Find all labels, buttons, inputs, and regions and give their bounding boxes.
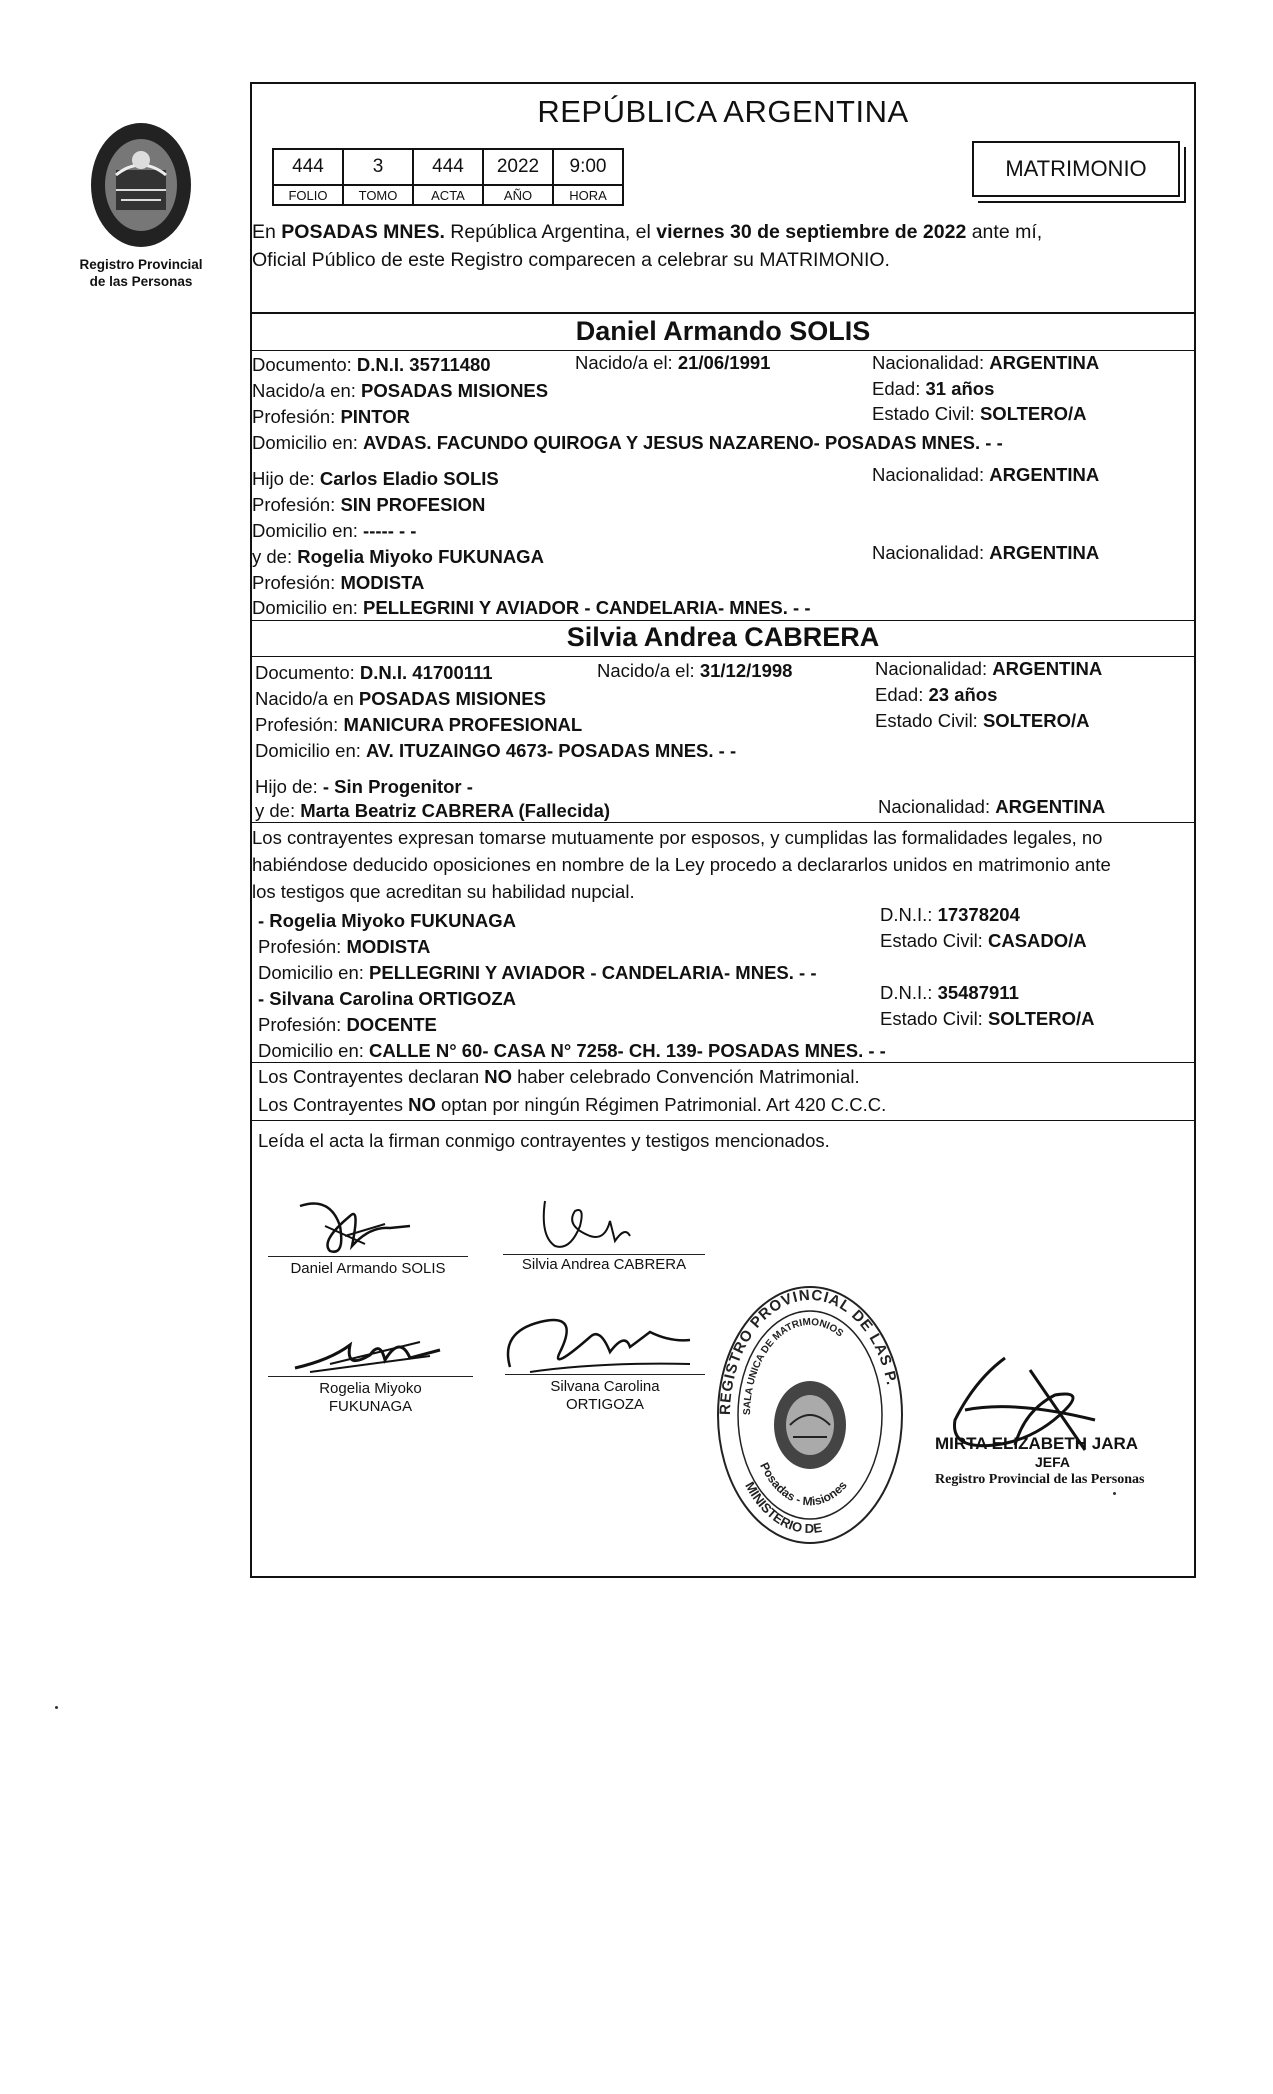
spouse1-civil: Estado Civil: SOLTERO/A: [872, 403, 1087, 424]
signature-name-4b: ORTIGOZA: [565, 1396, 645, 1413]
signature-line-4: [505, 1374, 705, 1375]
spouse2-civil: Estado Civil: SOLTERO/A: [875, 710, 1090, 731]
declaration: [252, 824, 1196, 905]
divider: [250, 1062, 1196, 1063]
spouse2-born: Nacido/a el: 31/12/1998: [597, 660, 793, 681]
divider: [250, 350, 1196, 351]
intro-p1: En: [252, 221, 282, 243]
signature-name-1: Daniel Armando SOLIS: [290, 1260, 446, 1277]
spouse1-father-addr: Domicilio en: ----- - -: [252, 520, 417, 541]
declaration-line1: Los contrayentes expresan tomarse mutuamente por esposos, y cumplidas las formalidades legales, no: [252, 827, 1103, 848]
act-type-box: [972, 141, 1180, 197]
spouse1-mother-addr: Domicilio en: PELLEGRINI Y AVIADOR - CANDELARIA- MNES. - -: [252, 597, 811, 618]
act-type: MATRIMONIO: [1005, 156, 1147, 181]
document-title: REPÚBLICA ARGENTINA: [537, 94, 909, 129]
stamp-outer-top: REGISTRO PROVINCIAL DE LAS P.: [716, 1286, 901, 1416]
declaration-line3: los testigos que acreditan su habilidad nupcial.: [252, 881, 635, 902]
signature-line-1: [268, 1256, 468, 1257]
official-stamp-icon: [705, 1265, 905, 1545]
spouse1-father-prof: Profesión: SIN PROFESION: [252, 494, 486, 515]
signature-rogelia-fukunaga: [290, 1330, 450, 1380]
divider: [250, 312, 1196, 314]
signature-name-2: Silvia Andrea CABRERA: [521, 1256, 687, 1273]
registry-logo: [62, 115, 220, 289]
spouse2-doc: Documento: D.N.I. 41700111: [255, 662, 493, 683]
acta-value: 444: [413, 149, 483, 185]
witness1-name: - Rogelia Miyoko FUKUNAGA: [258, 910, 516, 931]
convention-1: Los Contrayentes declaran NO haber celebrado Convención Matrimonial.: [258, 1066, 860, 1087]
registry-table: [272, 148, 624, 206]
official-title: JEFA: [1035, 1454, 1071, 1470]
witness1-civil: Estado Civil: CASADO/A: [880, 930, 1087, 951]
signature-silvana-ortigoza: [500, 1312, 700, 1382]
hora-value: 9:00: [553, 149, 623, 185]
stamp-inner-top: SALA UNICA DE MATRIMONIOS: [741, 1316, 846, 1416]
spouse2-age: Edad: 23 años: [875, 684, 998, 705]
tomo-label: TOMO: [343, 185, 413, 205]
logo-caption-2: de las Personas: [89, 274, 193, 289]
logo-caption-1: Registro Provincial: [79, 257, 203, 272]
official-name: MIRTA ELIZABETH JARA: [935, 1434, 1139, 1453]
witness2-name: - Silvana Carolina ORTIGOZA: [258, 988, 517, 1009]
witness2-dni: D.N.I.: 35487911: [880, 982, 1019, 1003]
spouse1-prof: Profesión: PINTOR: [252, 406, 410, 427]
signature-name-3b: FUKUNAGA: [328, 1398, 413, 1415]
spouse1-nat: Nacionalidad: ARGENTINA: [872, 352, 1100, 373]
scan-speck: [55, 1706, 58, 1709]
divider: [250, 822, 1196, 823]
spouse2-name: Silvia Andrea CABRERA: [566, 622, 880, 652]
spouse1-name: Daniel Armando SOLIS: [575, 316, 871, 346]
divider: [250, 1120, 1196, 1121]
spouse1-birthplace: Nacido/a en: POSADAS MISIONES: [252, 380, 549, 401]
convention-2: Los Contrayentes NO optan por ningún Régimen Patrimonial. Art 420 C.C.C.: [258, 1094, 887, 1115]
spouse1-doc: Documento: D.N.I. 35711480: [252, 354, 491, 375]
spouse2-prof: Profesión: MANICURA PROFESIONAL: [255, 714, 583, 735]
spouse1-born: Nacido/a el: 21/06/1991: [575, 352, 771, 373]
spouse2-mother-nat: Nacionalidad: ARGENTINA: [878, 796, 1106, 817]
intro-p2: República Argentina, el: [444, 221, 657, 243]
anio-label: AÑO: [483, 185, 553, 205]
witness1-prof: Profesión: MODISTA: [258, 936, 431, 957]
spouse2-mother: y de: Marta Beatriz CABRERA (Fallecida): [255, 800, 611, 821]
closing-text: Leída el acta la firman conmigo contrayentes y testigos mencionados.: [258, 1130, 830, 1151]
province-coat-of-arms-icon: [86, 115, 196, 255]
stamp-inner-bottom: Posadas - Misiones: [757, 1460, 850, 1509]
divider: [250, 656, 1196, 657]
official-org: Registro Provincial de las Personas: [935, 1472, 1145, 1487]
acta-label: ACTA: [413, 185, 483, 205]
spouse2-addr: Domicilio en: AV. ITUZAINGO 4673- POSADAS MNES. - -: [255, 740, 737, 761]
witness2-prof: Profesión: DOCENTE: [258, 1014, 437, 1035]
tomo-value: 3: [343, 149, 413, 185]
witness2-civil: Estado Civil: SOLTERO/A: [880, 1008, 1095, 1029]
spouse2-birthplace: Nacido/a en POSADAS MISIONES: [255, 688, 546, 709]
spouse1-father-nat: Nacionalidad: ARGENTINA: [872, 464, 1100, 485]
folio-value: 444: [273, 149, 343, 185]
spouse1-mother-prof: Profesión: MODISTA: [252, 572, 425, 593]
folio-label: FOLIO: [273, 185, 343, 205]
spouse2-father: Hijo de: - Sin Progenitor -: [255, 776, 473, 797]
anio-value: 2022: [483, 149, 553, 185]
intro-date: viernes 30 de septiembre de 2022: [656, 221, 967, 243]
spouse1-father: Hijo de: Carlos Eladio SOLIS: [252, 468, 499, 489]
signature-silvia-cabrera: [530, 1196, 640, 1256]
intro-place: POSADAS MNES.: [281, 221, 445, 243]
stamp-outer-bottom: MINISTERIO DE: [742, 1479, 824, 1537]
intro-p3: ante mí,: [966, 221, 1043, 243]
signature-line-3: [268, 1376, 473, 1377]
witness2-addr: Domicilio en: CALLE N° 60- CASA N° 7258- CH. 139- POSADAS MNES. - -: [258, 1040, 886, 1061]
declaration-line2: habiéndose deducido oposiciones en nombre de la Ley procedo a declararlos unidos en matrimonio ante: [252, 854, 1111, 875]
spouse1-addr: Domicilio en: AVDAS. FACUNDO QUIROGA Y JESUS NAZARENO- POSADAS MNES. - -: [252, 432, 1003, 453]
intro-text: [252, 218, 1192, 274]
hora-label: HORA: [553, 185, 623, 205]
divider: [250, 620, 1196, 621]
intro-line2: Oficial Público de este Registro comparecen a celebrar su MATRIMONIO.: [252, 249, 890, 271]
spouse1-age: Edad: 31 años: [872, 378, 995, 399]
witness1-addr: Domicilio en: PELLEGRINI Y AVIADOR - CANDELARIA- MNES. - -: [258, 962, 817, 983]
signature-name-3a: Rogelia Miyoko: [319, 1380, 422, 1397]
spouse1-mother-nat: Nacionalidad: ARGENTINA: [872, 542, 1100, 563]
spouse1-mother: y de: Rogelia Miyoko FUKUNAGA: [252, 546, 544, 567]
signature-name-4a: Silvana Carolina: [550, 1378, 660, 1395]
spouse2-nat: Nacionalidad: ARGENTINA: [875, 658, 1103, 679]
witness1-dni: D.N.I.: 17378204: [880, 904, 1020, 925]
scan-speck: [1113, 1492, 1116, 1495]
signature-line-2: [503, 1254, 705, 1255]
